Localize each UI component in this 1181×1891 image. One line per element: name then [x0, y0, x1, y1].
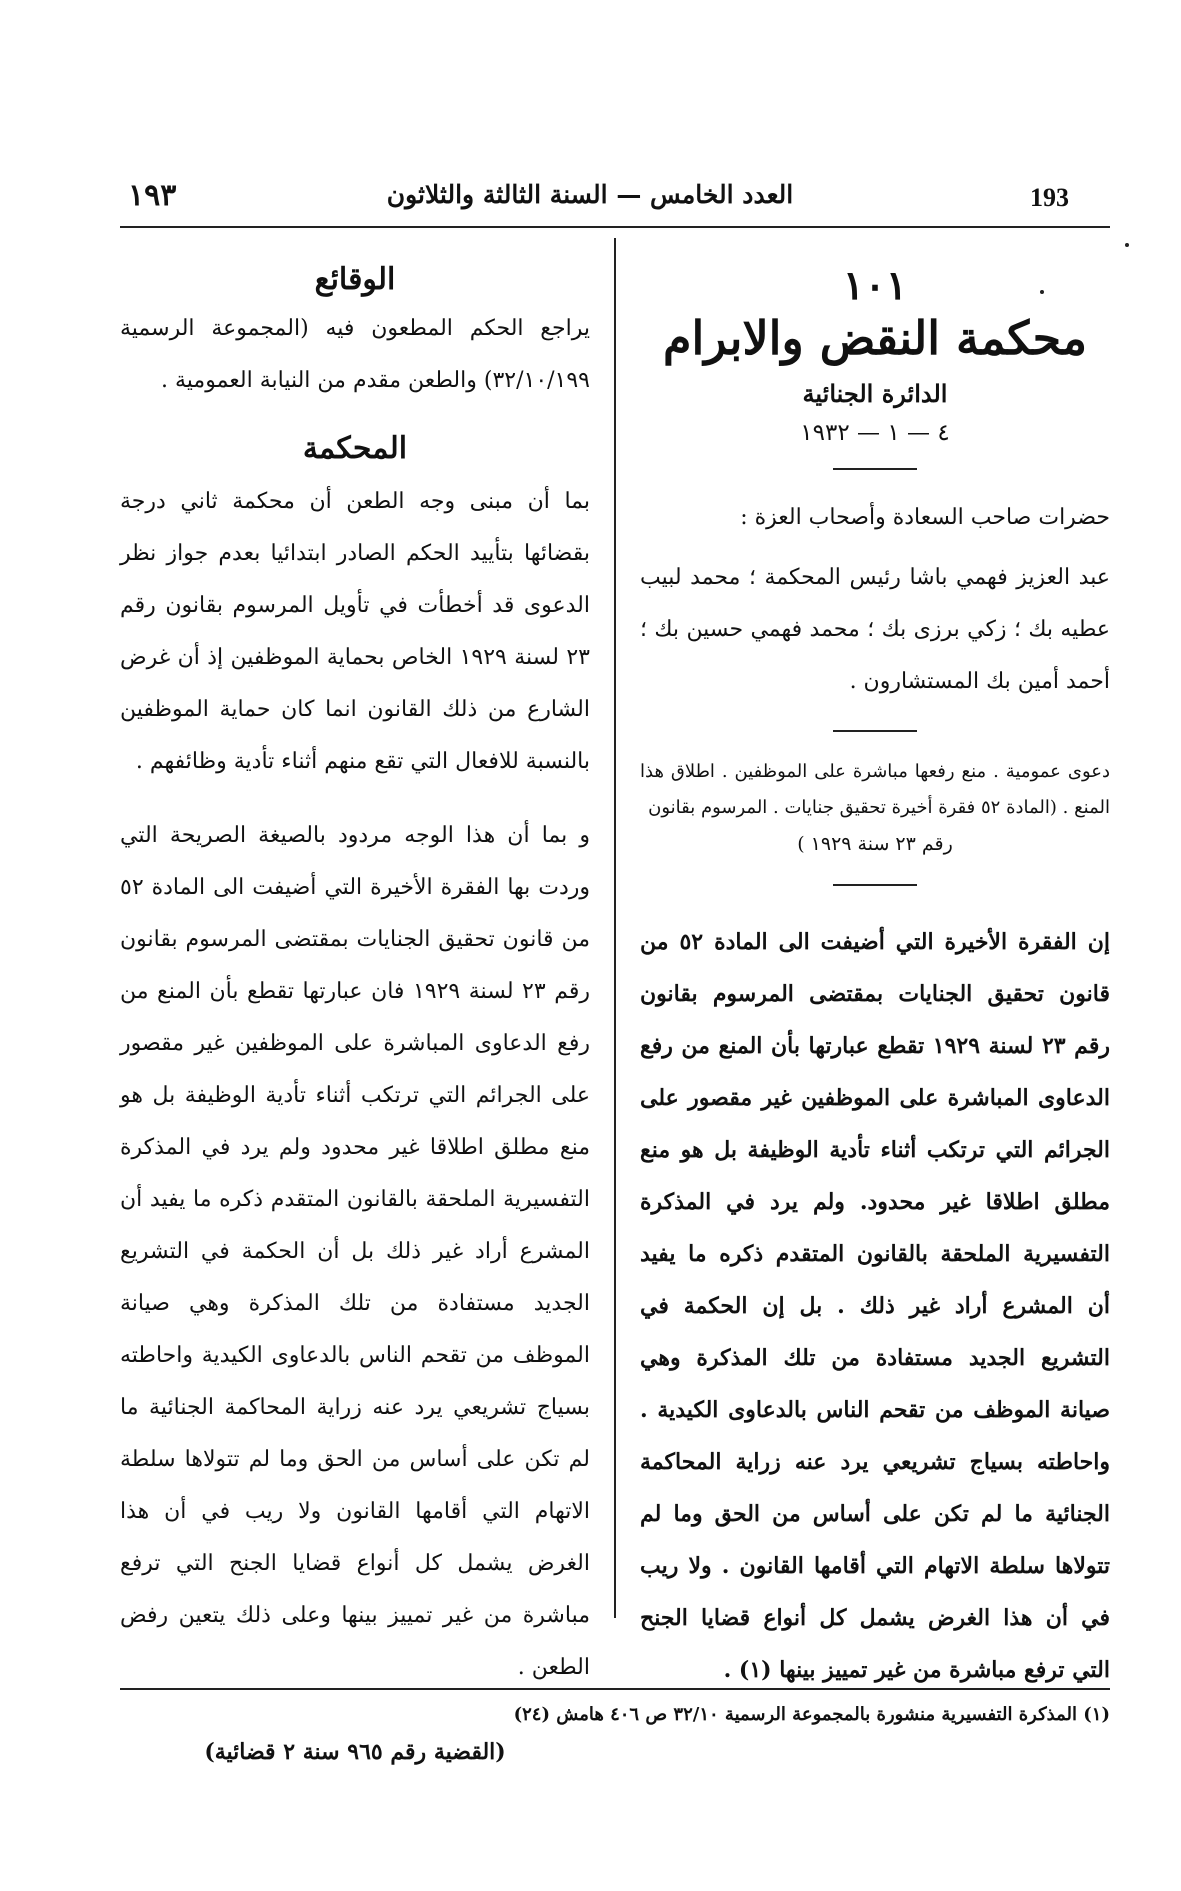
margin-mark	[1125, 243, 1129, 247]
circuit-name: الدائرة الجنائية	[802, 379, 948, 408]
headnote-summary	[640, 754, 1110, 862]
facts-heading: الوقائع	[314, 262, 396, 297]
judgment-paragraph-1: بما أن مبنى وجه الطعن أن محكمة ثاني درجة بقضائها بتأييد الحكم الصادر ابتدائيا بعدم جواز نظر الدعوى قد أخطأت في تأويل المرسوم بقانون رقم ٢٣ لسنة ١٩٢٩ الخاص بحماية الموظفين إذ أن غرض الشارع من ذلك القانون انما كان حماية الموظفين بالنسبة للافعال التي تقع منهم أثناء تأدية وظائفهم .	[120, 489, 590, 774]
headnote-principle: إن الفقرة الأخيرة التي أضيفت الى المادة ٥٢ من قانون تحقيق الجنايات بمقتضى المرسوم بقانون رقم ٢٣ لسنة ١٩٢٩ تقطع عبارتها بأن المنع من رفع الدعاوى المباشرة على الموظفين غير مقصور على الجرائم التي ترتكب أثناء تأدية الوظيفة بل هو منع مطلق اطلاقا غير محدود. ولم يرد في المذكرة التفسيرية الملحقة بالقانون المتقدم ذكره ما يفيد أن المشرع أراد غير ذلك . بل إن الحكمة في التشريع الجديد مستفادة من تلك المذكرة وهي صيانة الموظف من تقحم الناس بالدعاوى الكيدية . واحاطته بسياج تشريعي يرد عنه زراية المحاكمة الجنائية ما لم تكن على أساس من الحق وما لم تتولاها سلطة الاتهام التي أقامها القانون . ولا ريب في أن هذا الغرض يشمل كل أنواع قضايا الجنح التي ترفع مباشرة من غير تمييز بينها (١) .	[640, 929, 1110, 1683]
footnote: (١) المذكرة التفسيرية منشورة بالمجموعة الرسمية ٣٢/١٠ ص ٤٠٦ هامش (٢٤)	[513, 1704, 1110, 1725]
judgment-date: ٤ — ١ — ١٩٣٢	[800, 420, 950, 446]
court-name: محكمة النقض والابرام	[663, 311, 1087, 365]
header-rule	[120, 226, 1110, 228]
judges-list: عبد العزيز فهمي باشا رئيس المحكمة ؛ محمد لبيب عطيه بك ؛ زكي برزى بك ؛ محمد فهمي حسين بك ؛ أحمد أمين بك المستشارون .	[640, 565, 1110, 694]
running-header-title: العدد الخامس — السنة الثالثة والثلاثون	[386, 180, 794, 209]
right-column	[640, 262, 1110, 1696]
footnote-rule	[120, 1688, 1110, 1690]
case-number: ١٠١	[842, 262, 908, 309]
headnote-text: دعوى عمومية . منع رفعها مباشرة على الموظفين . اطلاق هذا المنع . (المادة ٥٢ فقرة أخيرة تحقيق جنايات . المرسوم بقانون	[640, 761, 1110, 818]
headnote-end: رقم ٢٣ سنة ١٩٢٩ )	[797, 833, 953, 855]
case-reference: (القضية رقم ٩٦٥ سنة ٢ قضائية)	[204, 1739, 506, 1765]
facts-text: يراجع الحكم المطعون فيه (المجموعة الرسمية ٣٢/١٠/١٩٩) والطعن مقدم من النيابة العمومية .	[120, 316, 590, 393]
court-heading: المحكمة	[302, 431, 408, 466]
separator	[833, 884, 917, 886]
judgment-paragraph-2: و بما أن هذا الوجه مردود بالصيغة الصريحة التي وردت بها الفقرة الأخيرة التي أضيفت الى المادة ٥٢ من قانون تحقيق الجنايات بمقتضى المرسوم بقانون رقم ٢٣ لسنة ١٩٢٩ فان عبارتها تقطع بأن المنع من رفع الدعاوى المباشرة على الموظفين غير مقصور على الجرائم التي ترتكب أثناء تأدية الوظيفة بل هو منع مطلق اطلاقا غير محدود ولم يرد في المذكرة التفسيرية الملحقة بالقانون المتقدم ذكره ما يفيد أن المشرع أراد غير ذلك بل أن الحكمة في التشريع الجديد مستفادة من تلك المذكرة وهي صيانة الموظف من تقحم الناس بالدعاوى الكيدية واحاطته بسياج تشريعي يرد عنه زراية المحاكمة الجنائية ما لم تكن على أساس من الحق وما لم تتولاها سلطة الاتهام التي أقامها القانون ولا ريب في أن هذا الغرض يشمل كل أنواع قضايا الجنح التي ترفع مباشرة من غير تمييز بينها وعلى ذلك يتعين رفض الطعن .	[120, 823, 590, 1680]
page-number-arabic: ١٩٣	[128, 178, 177, 213]
judges-intro: حضرات صاحب السعادة وأصحاب العزة :	[740, 505, 1110, 530]
left-column	[120, 262, 590, 1774]
page-number-latin: 193	[1030, 183, 1069, 212]
separator	[833, 468, 917, 470]
column-divider	[614, 238, 616, 1618]
separator	[833, 730, 917, 732]
